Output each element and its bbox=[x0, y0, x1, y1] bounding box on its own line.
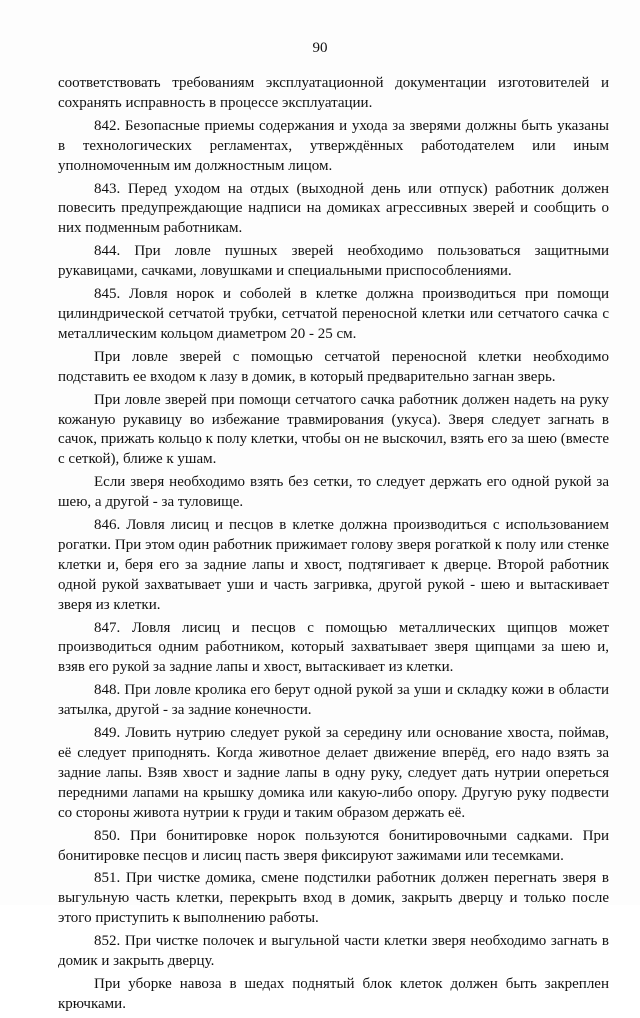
paragraph-849: 849. Ловить нутрию следует рукой за середину или основание хвоста, поймав, её следует приподнять. Когда животное делает движение вперёд, его надо взять за задние лапы. Взяв хвост и задние лапы в одну руку, следует дать нутрии опереться передними лапами на крышку домика или какую-либо опору. Другую руку подвести со стороны живота нутрии к груди и таким образом держать её. bbox=[58, 725, 609, 821]
paragraph-842: 842. Безопасные приемы содержания и ухода за зверями должны быть указаны в технологических регламентах, утверждённых работодателем или иным уполномоченным им должностным лицом. bbox=[58, 117, 609, 174]
paragraph-852: 852. При чистке полочек и выгульной части клетки зверя необходимо загнать в домик и закрыть дверцу. bbox=[58, 933, 609, 970]
paragraph-845-no-net: Если зверя необходимо взять без сетки, то следует держать его одной рукой за шею, а другой - за туловище. bbox=[58, 474, 609, 511]
paragraph-846: 846. Ловля лисиц и песцов в клетке должна производиться с использованием рогатки. При этом один работник прижимает голову зверя рогаткой к полу или стенке клетки и, беря его за задние лапы и хвост, подтягивает к дверце. Второй работник одной рукой захватывает уши и часть загривка, другой рукой - шею и вытаскивает зверя из клетки. bbox=[58, 517, 609, 613]
paragraph-843: 843. Перед уходом на отдых (выходной день или отпуск) работник должен повесить предупреждающие надписи на домиках агрессивных зверей и сообщить о них подменным работникам. bbox=[58, 180, 609, 237]
paragraph-847: 847. Ловля лисиц и песцов с помощью металлических щипцов может производиться одним работником, который захватывает зверя щипцами за шею и, взяв его рукой за задние лапы и хвост, вытаскивает из клетки. bbox=[58, 619, 609, 676]
paragraph-845-cage: При ловле зверей с помощью сетчатой переносной клетки необходимо подставить ее входом к лазу в домик, в который предварительно загнан зверь. bbox=[58, 348, 609, 385]
paragraph-852-manure: При уборке навоза в шедах поднятый блок клеток должен быть закреплен крючками. bbox=[58, 975, 609, 1012]
body-text bbox=[58, 74, 609, 1018]
paragraph-continuation: соответствовать требованиям эксплуатационной документации изготовителей и сохранять исправность в процессе эксплуатации. bbox=[58, 75, 609, 111]
paragraph-845-net: При ловле зверей при помощи сетчатого сачка работник должен надеть на руку кожаную рукавицу во избежание травмирования (укуса). Зверя следует загнать в сачок, прижать кольцо к полу клетки, чтобы он не выскочил, взять его за шею (вместе с сеткой), ближе к ушам. bbox=[58, 391, 609, 468]
paragraph-845: 845. Ловля норок и соболей в клетке должна производиться при помощи цилиндрической сетчатой трубки, сетчатой переносной клетки или сетчатого сачка с металлическим кольцом диаметром 20 - 25 см. bbox=[58, 286, 609, 342]
page-number: 90 bbox=[312, 40, 328, 56]
paragraph-851: 851. При чистке домика, смене подстилки работник должен перегнать зверя в выгульную часть клетки, перекрыть вход в домик, закрыть дверцу и только после этого приступить к выполнению работы. bbox=[58, 870, 609, 927]
paragraph-850: 850. При бонитировке норок пользуются бонитировочными садками. При бонитировке песцов и лисиц пасть зверя фиксируют зажимами или тесемками. bbox=[58, 827, 609, 864]
paragraph-844: 844. При ловле пушных зверей необходимо пользоваться защитными рукавицами, сачками, ловушками и специальными приспособлениями. bbox=[58, 243, 609, 280]
paragraph-848: 848. При ловле кролика его берут одной рукой за уши и складку кожи в области затылка, другой - за задние конечности. bbox=[58, 682, 609, 719]
